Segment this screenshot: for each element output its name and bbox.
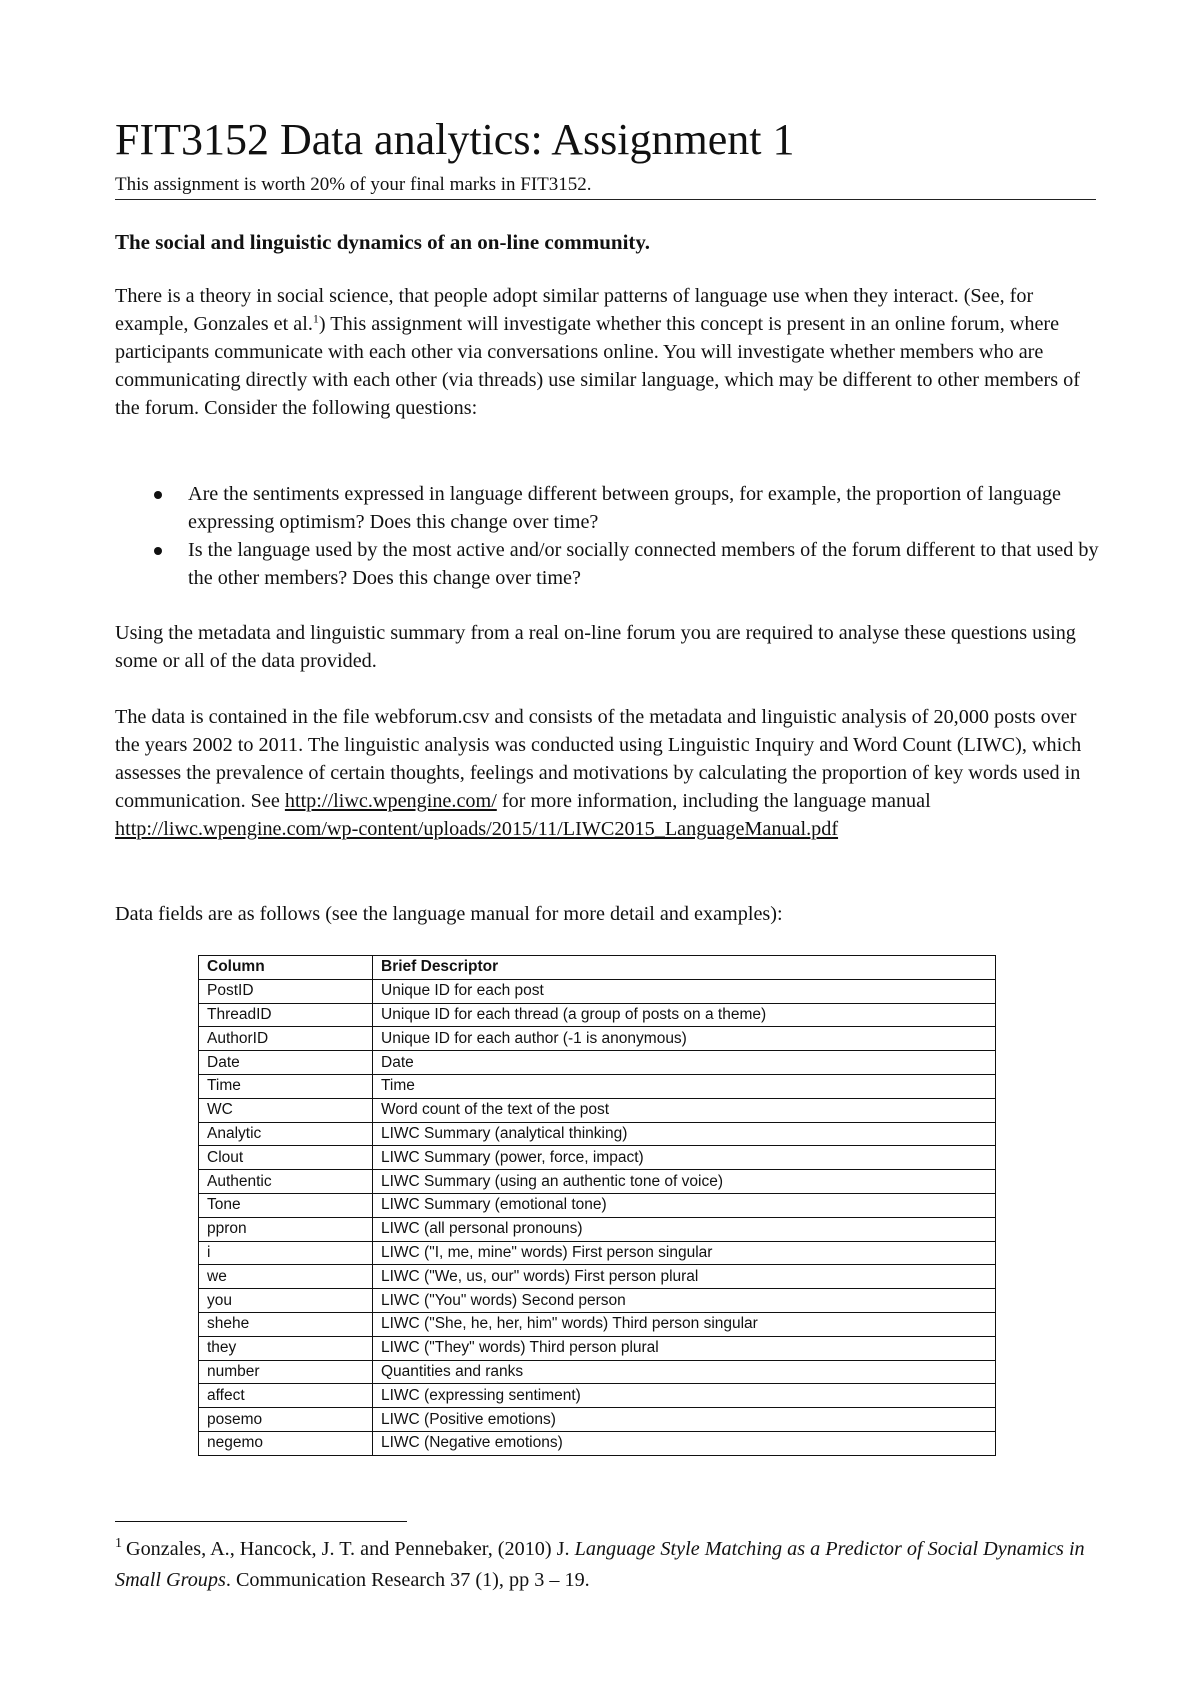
field-name-cell: we [199,1265,373,1289]
field-descriptor-cell: LIWC ("You" words) Second person [373,1289,996,1313]
field-descriptor-cell: LIWC Summary (using an authentic tone of voice) [373,1170,996,1194]
field-name-cell: i [199,1241,373,1265]
field-name-cell: they [199,1336,373,1360]
bullet-icon [154,491,162,499]
table-row [199,1146,996,1170]
field-descriptor-cell: LIWC (expressing sentiment) [373,1384,996,1408]
field-name-cell: ThreadID [199,1003,373,1027]
table-header-row [199,956,996,980]
intro-text-after-ref: ) This assignment will investigate whether this concept is present in an online forum, where participants communicate with each other via conversations online. You will investigate whether members who are communicating directly with each other (via threads) use similar language, which may be different to other members of the forum. Consider the following questions: [115,313,1080,419]
title-divider [115,199,1096,200]
bullet-icon [154,547,162,555]
list-item [115,536,1100,592]
column-header-column: Column [199,956,373,980]
table-row [199,1170,996,1194]
field-name-cell: PostID [199,979,373,1003]
table-row [199,1193,996,1217]
field-name-cell: WC [199,1098,373,1122]
table-row [199,1217,996,1241]
field-name-cell: negemo [199,1431,373,1455]
intro-paragraph [115,282,1100,422]
data-paragraph-middle: for more information, including the language manual [501,790,931,812]
data-paragraph [115,703,1100,843]
field-descriptor-cell: Word count of the text of the post [373,1098,996,1122]
field-descriptor-cell: LIWC (all personal pronouns) [373,1217,996,1241]
list-item [115,480,1100,536]
table-row [199,1336,996,1360]
field-descriptor-cell: LIWC (Negative emotions) [373,1431,996,1455]
field-descriptor-cell: Date [373,1051,996,1075]
field-descriptor-cell: LIWC (Positive emotions) [373,1408,996,1432]
footnote-title: Language Style Matching as a Predictor of Social Dynamics in Small Groups [115,1538,1085,1591]
fields-intro: Data fields are as follows (see the language manual for more detail and examples): [115,903,783,925]
field-name-cell: AuthorID [199,1027,373,1051]
field-name-cell: shehe [199,1312,373,1336]
table-row [199,1074,996,1098]
footnote-source: . Communication Research 37 (1), pp 3 – 19. [225,1569,590,1591]
field-name-cell: posemo [199,1408,373,1432]
field-descriptor-cell: LIWC ("They" words) Third person plural [373,1336,996,1360]
field-descriptor-cell: Unique ID for each post [373,979,996,1003]
field-descriptor-cell: Quantities and ranks [373,1360,996,1384]
footnote [115,1534,1100,1596]
table-row [199,1431,996,1455]
table-row [199,1312,996,1336]
data-fields-table [198,955,996,1456]
field-name-cell: Analytic [199,1122,373,1146]
field-name-cell: Time [199,1074,373,1098]
document-title: FIT3152 Data analytics: Assignment 1 [115,115,795,164]
table-row [199,1408,996,1432]
document-subtitle: This assignment is worth 20% of your final marks in FIT3152. [115,174,592,195]
question-text: Are the sentiments expressed in language different between groups, for example, the proportion of language expressing optimism? Does this change over time? [188,483,1062,533]
liwc-website-link[interactable]: http://liwc.wpengine.com/ [284,790,497,812]
field-descriptor-cell: LIWC ("She, he, her, him" words) Third person singular [373,1312,996,1336]
field-descriptor-cell: LIWC Summary (power, force, impact) [373,1146,996,1170]
field-name-cell: ppron [199,1217,373,1241]
table-row [199,1360,996,1384]
field-descriptor-cell: LIWC Summary (analytical thinking) [373,1122,996,1146]
table-row [199,1098,996,1122]
table-row [199,1384,996,1408]
field-name-cell: affect [199,1384,373,1408]
table-row [199,1289,996,1313]
language-manual-link[interactable]: http://liwc.wpengine.com/wp-content/uploads/2015/11/LIWC2015_LanguageManual.pdf [115,818,839,840]
question-list [115,480,1100,592]
column-header-descriptor: Brief Descriptor [373,956,996,980]
field-descriptor-cell: Time [373,1074,996,1098]
usage-paragraph: Using the metadata and linguistic summary from a real on-line forum you are required to analyse these questions using some or all of the data provided. [115,622,1076,672]
data-paragraph-text: The data is contained in the file webforum.csv and consists of the metadata and linguistic analysis of 20,000 posts over the years 2002 to 2011. The linguistic analysis was conducted using Linguistic Inquiry and Word Count (LIWC), which assesses the prevalence of certain thoughts, feelings and motivations by calculating the proportion of key words used in communication. See [115,706,1082,812]
footnote-divider [115,1521,407,1522]
footnote-mark: 1 [115,1536,122,1552]
field-name-cell: you [199,1289,373,1313]
intro-text-before-ref: There is a theory in social science, that people adopt similar patterns of language use when they interact. (See, for example, Gonzales et al. [115,285,1034,335]
footnote-reference[interactable]: 1 [312,311,319,326]
table-row [199,1003,996,1027]
table-row [199,1051,996,1075]
table-row [199,1122,996,1146]
field-name-cell: Tone [199,1193,373,1217]
field-name-cell: Date [199,1051,373,1075]
section-heading: The social and linguistic dynamics of an on-line community. [115,230,650,254]
table-row [199,979,996,1003]
table-row [199,1265,996,1289]
field-descriptor-cell: LIWC ("We, us, our" words) First person plural [373,1265,996,1289]
question-text: Is the language used by the most active and/or socially connected members of the forum different to that used by the other members? Does this change over time? [188,539,1099,589]
field-name-cell: number [199,1360,373,1384]
table-row [199,1027,996,1051]
field-descriptor-cell: LIWC Summary (emotional tone) [373,1193,996,1217]
table-body [199,979,996,1455]
field-descriptor-cell: Unique ID for each thread (a group of posts on a theme) [373,1003,996,1027]
field-descriptor-cell: Unique ID for each author (-1 is anonymous) [373,1027,996,1051]
field-name-cell: Clout [199,1146,373,1170]
field-descriptor-cell: LIWC ("I, me, mine" words) First person singular [373,1241,996,1265]
footnote-authors: Gonzales, A., Hancock, J. T. and Pennebaker, (2010) J. [126,1538,570,1560]
table-row [199,1241,996,1265]
field-name-cell: Authentic [199,1170,373,1194]
